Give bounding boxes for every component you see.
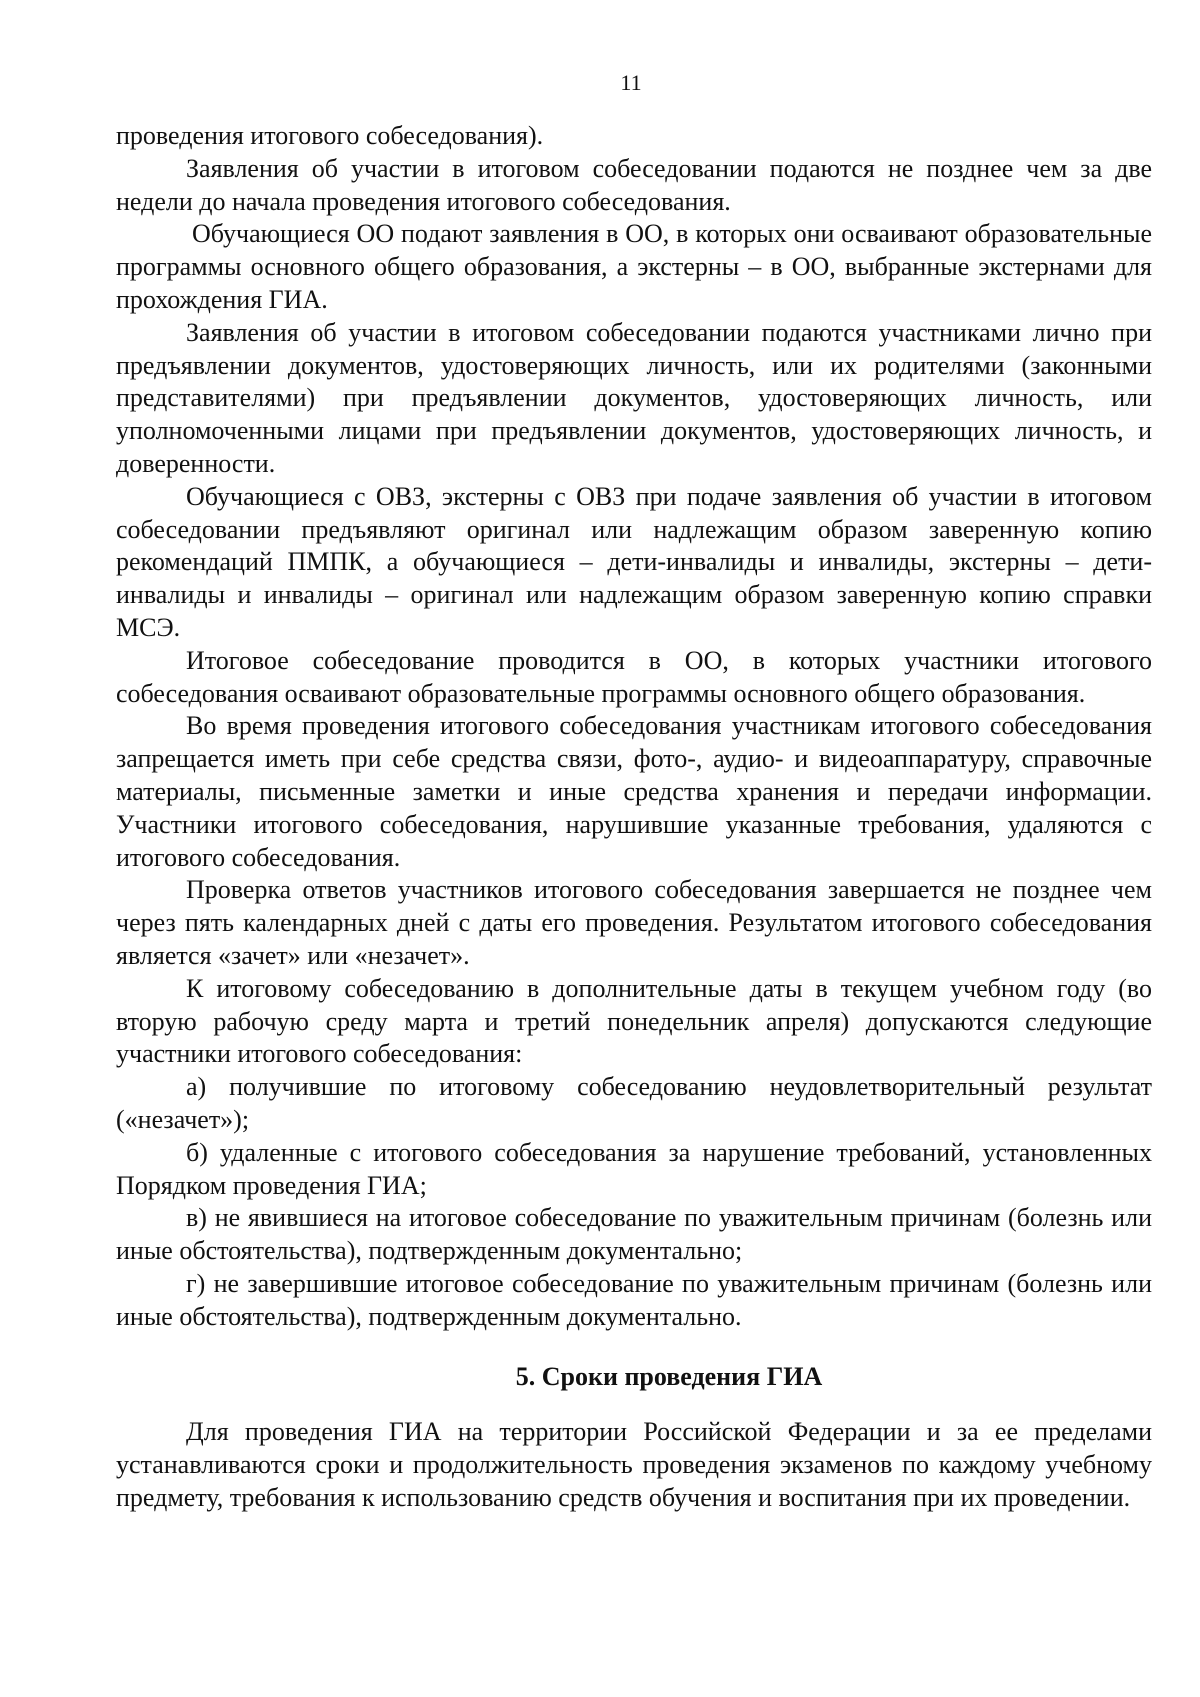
paragraph-prohibited-items: Во время проведения итогового собеседования участникам итогового собеседования запрещается иметь при себе средства связи, фото-, аудио- и видеоаппаратуру, справочные материалы, письменные заметки и иные средства хранения и передачи информации. Участники итогового собеседования, нарушившие указанные требования, удаляются с итогового собеседования. bbox=[116, 711, 1152, 872]
paragraph-ovz-documents: Обучающиеся с ОВЗ, экстерны с ОВЗ при подаче заявления об участии в итоговом собеседовании предъявляют оригинал или надлежащим образом заверенную копию рекомендаций ПМПК, а обучающиеся – дети-инвалиды и инвалиды, экстерны – дети-инвалиды и инвалиды – оригинал или надлежащим образом заверенную копию справки МСЭ. bbox=[116, 481, 1152, 642]
paragraph-section-5-intro: Для проведения ГИА на территории Российской Федерации и за ее пределами устанавливаются сроки и продолжительность проведения экзаменов по каждому учебному предмету, требования к использованию средств обучения и воспитания при их проведении. bbox=[116, 1417, 1152, 1513]
list-item-a: а) получившие по итоговому собеседованию неудовлетворительный результат («незачет»); bbox=[116, 1072, 1152, 1134]
paragraph-application-submission: Заявления об участии в итоговом собеседовании подаются участниками лично при предъявлении документов, удостоверяющих личность, или их родителями (законными представителями) при предъявлении документов, удостоверяющих личность, или уполномоченными лицами при предъявлении документов, удостоверяющих личность, и доверенности. bbox=[116, 317, 1152, 478]
paragraph-additional-dates: К итоговому собеседованию в дополнительные даты в текущем учебном году (во вторую рабочую среду марта и третий понедельник апреля) допускаются следующие участники итогового собеседования: bbox=[116, 973, 1152, 1069]
list-item-g: г) не завершившие итоговое собеседование по уважительным причинам (болезнь или иные обстоятельства), подтвержденным документально. bbox=[116, 1268, 1152, 1331]
paragraph-checking: Проверка ответов участников итогового собеседования завершается не позднее чем через пять календарных дней с даты его проведения. Результатом итогового собеседования является «зачет» или «незачет». bbox=[116, 875, 1152, 970]
list-item-b: б) удаленные с итогового собеседования за нарушение требований, установленных Порядком проведения ГИА; bbox=[116, 1137, 1152, 1200]
paragraph-continuation: проведения итогового собеседования). bbox=[116, 121, 544, 150]
paragraph-where-to-apply: Обучающиеся ОО подают заявления в ОО, в которых они осваивают образовательные программы основного общего образования, а экстерны – в ОО, выбранные экстернами для прохождения ГИА. bbox=[116, 219, 1152, 314]
paragraph-application-deadline: Заявления об участии в итоговом собеседовании подаются не позднее чем за две недели до начала проведения итогового собеседования. bbox=[116, 153, 1152, 216]
list-item-v: в) не явившиеся на итоговое собеседование по уважительным причинам (болезнь или иные обстоятельства), подтвержденным документально; bbox=[116, 1203, 1152, 1266]
document-body bbox=[116, 120, 1152, 1515]
section-heading: 5. Сроки проведения ГИА bbox=[515, 1362, 823, 1392]
page-number: 11 bbox=[620, 70, 642, 95]
paragraph-venue: Итоговое собеседование проводится в ОО, в которых участники итогового собеседования осваивают образовательные программы основного общего образования. bbox=[116, 645, 1152, 708]
